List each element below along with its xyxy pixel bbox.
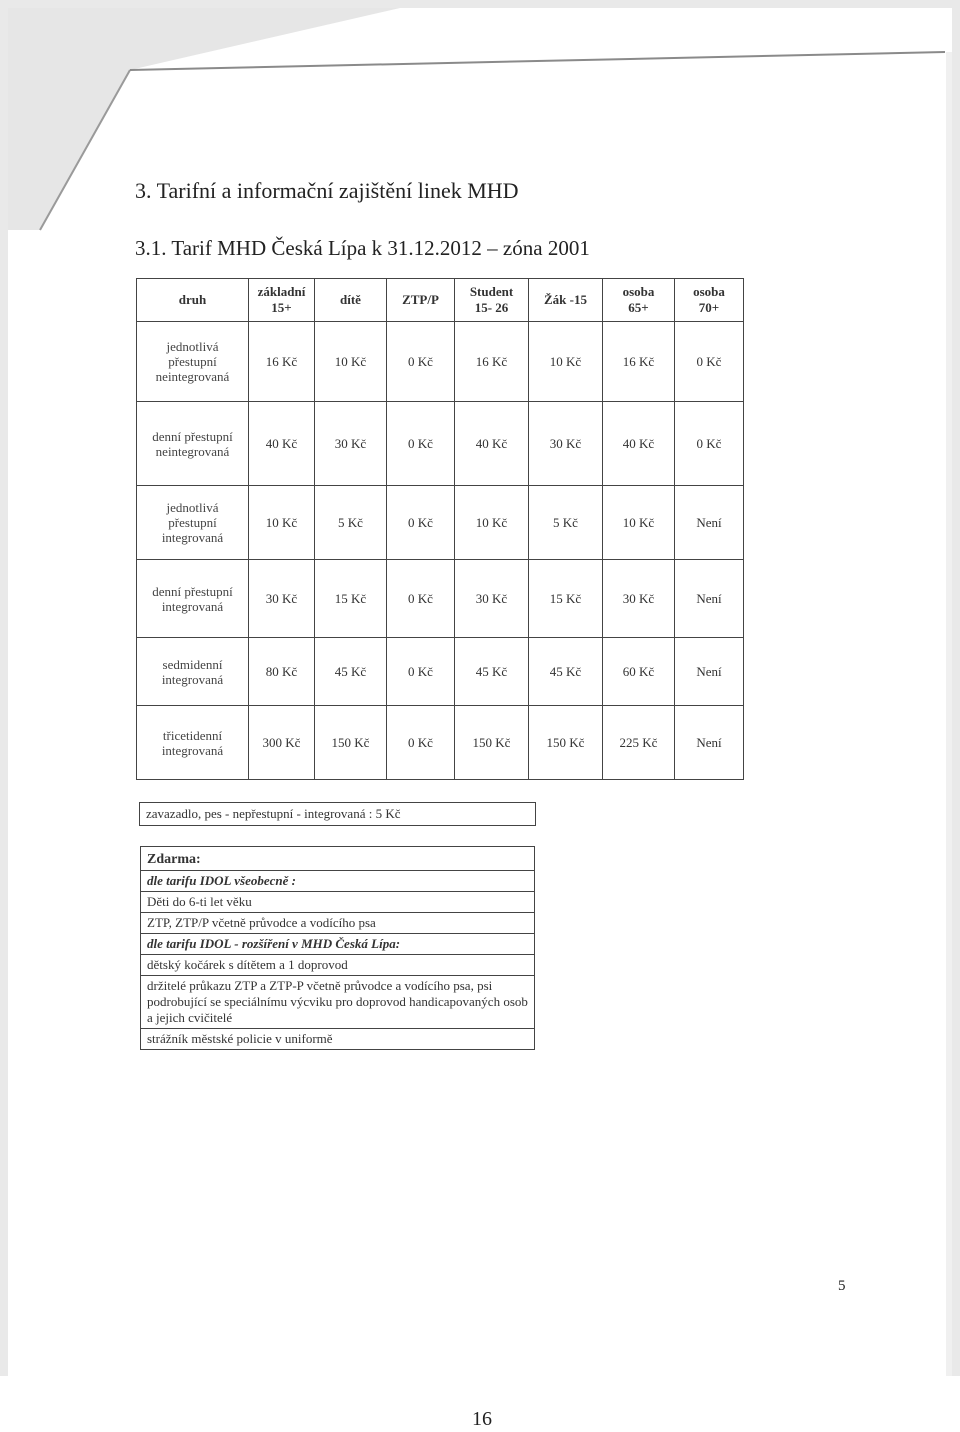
price-cell: 10 Kč: [249, 486, 315, 560]
section-heading: 3. Tarifní a informační zajištění linek MHD: [135, 178, 519, 203]
price-cell: 150 Kč: [529, 706, 603, 780]
price-cell: 16 Kč: [249, 322, 315, 402]
price-cell: 16 Kč: [603, 322, 675, 402]
page-number-outer: 16: [472, 1408, 492, 1430]
price-cell: 150 Kč: [455, 706, 529, 780]
price-cell: Není: [675, 706, 744, 780]
free-box-subtitle: dle tarifu IDOL - rozšíření v MHD Česká Lípa:: [141, 933, 534, 954]
price-cell: 0 Kč: [675, 402, 744, 486]
list-item: držitelé průkazu ZTP a ZTP-P včetně průvodce a vodícího psa, psi podrobující se speciálnímu výcviku pro doprovod handicapovaných osob a jejich cvičitelé: [141, 975, 534, 1028]
free-travel-box: [140, 846, 535, 1050]
column-header: Student 15- 26: [455, 279, 529, 322]
price-cell: Není: [675, 486, 744, 560]
price-cell: 45 Kč: [315, 638, 387, 706]
price-cell: 15 Kč: [529, 560, 603, 638]
price-cell: 0 Kč: [387, 322, 455, 402]
luggage-fee-note: zavazadlo, pes - nepřestupní - integrovaná : 5 Kč: [139, 802, 536, 826]
price-cell: 30 Kč: [315, 402, 387, 486]
table-row: [137, 560, 744, 638]
price-cell: 150 Kč: [315, 706, 387, 780]
column-header: osoba 70+: [675, 279, 744, 322]
table-row: [137, 402, 744, 486]
column-header: osoba 65+: [603, 279, 675, 322]
column-header: základní 15+: [249, 279, 315, 322]
price-cell: Není: [675, 638, 744, 706]
price-cell: 0 Kč: [387, 706, 455, 780]
price-cell: 60 Kč: [603, 638, 675, 706]
row-label: jednotlivá přestupní neintegrovaná: [137, 322, 249, 402]
table-row: [137, 638, 744, 706]
price-cell: 30 Kč: [249, 560, 315, 638]
price-cell: 10 Kč: [529, 322, 603, 402]
row-label: třicetidenní integrovaná: [137, 706, 249, 780]
list-item: Děti do 6-ti let věku: [141, 891, 534, 912]
price-cell: 0 Kč: [675, 322, 744, 402]
tariff-table: [136, 278, 744, 780]
table-row: [137, 322, 744, 402]
price-cell: 40 Kč: [249, 402, 315, 486]
price-cell: 0 Kč: [387, 486, 455, 560]
price-cell: 30 Kč: [455, 560, 529, 638]
price-cell: 5 Kč: [315, 486, 387, 560]
free-box-title: Zdarma:: [147, 852, 201, 867]
price-cell: 16 Kč: [455, 322, 529, 402]
column-header: druh: [137, 279, 249, 322]
column-header: Žák -15: [529, 279, 603, 322]
price-cell: 225 Kč: [603, 706, 675, 780]
row-label: sedmidenní integrovaná: [137, 638, 249, 706]
price-cell: 0 Kč: [387, 402, 455, 486]
price-cell: 45 Kč: [455, 638, 529, 706]
price-cell: 30 Kč: [603, 560, 675, 638]
price-cell: 300 Kč: [249, 706, 315, 780]
list-item: dětský kočárek s dítětem a 1 doprovod: [141, 954, 534, 975]
price-cell: 30 Kč: [529, 402, 603, 486]
subsection-heading: 3.1. Tarif MHD Česká Lípa k 31.12.2012 – zóna 2001: [135, 236, 590, 260]
price-cell: 80 Kč: [249, 638, 315, 706]
price-cell: 0 Kč: [387, 638, 455, 706]
price-cell: 10 Kč: [603, 486, 675, 560]
table-row: [137, 486, 744, 560]
free-box-subtitle: dle tarifu IDOL všeobecně :: [141, 870, 534, 891]
price-cell: 5 Kč: [529, 486, 603, 560]
price-cell: 40 Kč: [603, 402, 675, 486]
column-header: dítě: [315, 279, 387, 322]
price-cell: 40 Kč: [455, 402, 529, 486]
row-label: denní přestupní neintegrovaná: [137, 402, 249, 486]
price-cell: 0 Kč: [387, 560, 455, 638]
price-cell: 15 Kč: [315, 560, 387, 638]
list-item: ZTP, ZTP/P včetně průvodce a vodícího psa: [141, 912, 534, 933]
column-header: ZTP/P: [387, 279, 455, 322]
page-number-inner: 5: [838, 1278, 846, 1294]
price-cell: 10 Kč: [315, 322, 387, 402]
row-label: jednotlivá přestupní integrovaná: [137, 486, 249, 560]
row-label: denní přestupní integrovaná: [137, 560, 249, 638]
price-cell: 10 Kč: [455, 486, 529, 560]
price-cell: 45 Kč: [529, 638, 603, 706]
table-header-row: [137, 279, 744, 322]
table-row: [137, 706, 744, 780]
price-cell: Není: [675, 560, 744, 638]
list-item: strážník městské policie v uniformě: [141, 1028, 534, 1049]
